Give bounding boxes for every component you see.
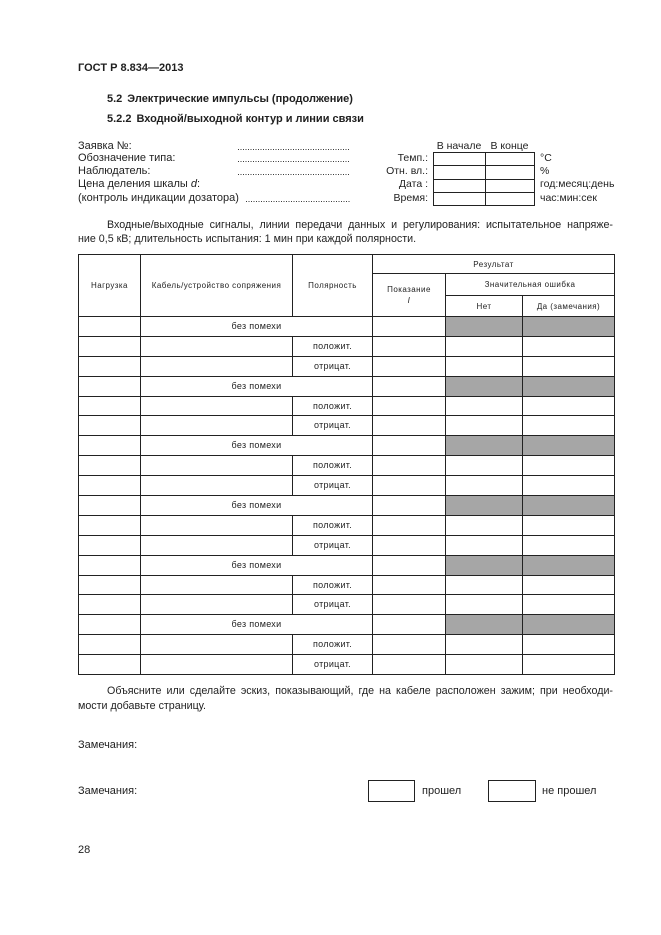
load-cell <box>79 336 141 356</box>
subsection-heading <box>107 113 364 126</box>
condition-cell: без помехи <box>141 317 373 337</box>
condition-row <box>79 436 615 456</box>
cable-cell <box>141 515 293 535</box>
error-yes-cell <box>523 635 615 655</box>
polarity-row <box>79 416 615 436</box>
polarity-row <box>79 515 615 535</box>
cable-cell <box>141 595 293 615</box>
reading-cell <box>373 336 446 356</box>
polarity-row <box>79 396 615 416</box>
error-yes-cell <box>523 515 615 535</box>
scale-division-var: d <box>190 177 197 190</box>
temperature-unit: °С <box>540 151 552 164</box>
polarity-row <box>79 336 615 356</box>
condition-cell: без помехи <box>141 496 373 516</box>
load-cell <box>79 436 141 456</box>
header-error-yes: Да (замечания) <box>523 296 615 317</box>
passed-label: прошел <box>422 784 462 797</box>
reading-cell <box>373 456 446 476</box>
error-no-cell <box>446 655 523 675</box>
polarity-row <box>79 456 615 476</box>
humidity-label: Отн. вл.: <box>386 164 428 177</box>
humidity-start-box[interactable] <box>434 166 486 179</box>
error-no-cell <box>446 476 523 496</box>
reading-cell <box>373 575 446 595</box>
polarity-cell: отрицат. <box>293 655 373 675</box>
cable-cell <box>141 575 293 595</box>
page-number: 28 <box>78 843 91 856</box>
error-no-cell <box>446 456 523 476</box>
failed-checkbox[interactable] <box>488 780 536 802</box>
condition-cell: без помехи <box>141 615 373 635</box>
load-cell <box>79 396 141 416</box>
reading-cell <box>373 655 446 675</box>
section-title: Электрические импульсы (продолжение) <box>127 92 353 105</box>
condition-row <box>79 317 615 337</box>
polarity-row <box>79 655 615 675</box>
remarks-label-2: Замечания: <box>78 784 138 797</box>
error-no-cell-shaded <box>446 376 523 396</box>
load-cell <box>79 595 141 615</box>
polarity-row <box>79 635 615 655</box>
error-yes-cell <box>523 535 615 555</box>
remarks-label-1: Замечания: <box>78 738 138 751</box>
load-cell <box>79 555 141 575</box>
error-no-cell <box>446 575 523 595</box>
reading-cell <box>373 317 446 337</box>
type-designation-label: Обозначение типа: <box>78 151 176 164</box>
polarity-cell: положит. <box>293 456 373 476</box>
error-yes-cell <box>523 575 615 595</box>
load-cell <box>79 456 141 476</box>
error-no-cell <box>446 635 523 655</box>
subsection-title: Входной/выходной контур и линии связи <box>136 112 364 125</box>
column-start-header: В начале <box>436 139 482 152</box>
error-yes-cell <box>523 456 615 476</box>
polarity-row <box>79 535 615 555</box>
load-cell <box>79 515 141 535</box>
header-reading-var: I <box>407 296 411 305</box>
reading-cell <box>373 615 446 635</box>
error-yes-cell-shaded <box>523 376 615 396</box>
condition-row <box>79 496 615 516</box>
results-body <box>79 317 615 675</box>
error-yes-cell <box>523 476 615 496</box>
load-cell <box>79 476 141 496</box>
polarity-cell: положит. <box>293 635 373 655</box>
polarity-row <box>79 575 615 595</box>
cable-cell <box>141 396 293 416</box>
reading-cell <box>373 476 446 496</box>
condition-cell: без помехи <box>141 376 373 396</box>
error-yes-cell-shaded <box>523 496 615 516</box>
time-label: Время: <box>393 191 428 204</box>
polarity-cell: отрицат. <box>293 476 373 496</box>
reading-cell <box>373 376 446 396</box>
results-table <box>78 254 615 675</box>
reading-cell <box>373 595 446 615</box>
error-no-cell <box>446 336 523 356</box>
error-yes-cell-shaded <box>523 555 615 575</box>
intro-line-2: ние 0,5 кВ; длительность испытания: 1 мин при каждой полярности. <box>78 232 417 245</box>
header-polarity: Полярность <box>293 255 373 317</box>
load-cell <box>79 635 141 655</box>
error-yes-cell <box>523 416 615 436</box>
cable-cell <box>141 356 293 376</box>
reading-cell <box>373 356 446 376</box>
load-cell <box>79 376 141 396</box>
condition-row <box>79 555 615 575</box>
section-heading <box>107 93 353 106</box>
cable-cell <box>141 476 293 496</box>
error-no-cell-shaded <box>446 317 523 337</box>
dosing-control-dotted-line <box>246 201 350 202</box>
cable-cell <box>141 456 293 476</box>
reading-cell <box>373 635 446 655</box>
header-error-no: Нет <box>446 296 523 317</box>
dosing-control-label: (контроль индикации дозатора) <box>78 191 239 204</box>
cable-cell <box>141 535 293 555</box>
reading-cell <box>373 515 446 535</box>
date-end-box[interactable] <box>486 179 535 192</box>
load-cell <box>79 535 141 555</box>
load-cell <box>79 317 141 337</box>
polarity-cell: отрицат. <box>293 416 373 436</box>
reading-cell <box>373 555 446 575</box>
application-dotted-line <box>238 149 350 150</box>
load-cell <box>79 655 141 675</box>
type-designation-dotted-line <box>238 161 350 162</box>
polarity-cell: отрицат. <box>293 595 373 615</box>
humidity-end-box[interactable] <box>486 166 535 179</box>
cable-cell <box>141 336 293 356</box>
reading-cell <box>373 416 446 436</box>
failed-label: не прошел <box>542 784 597 797</box>
temperature-start-box[interactable] <box>434 153 486 166</box>
reading-cell <box>373 396 446 416</box>
header-cable: Кабель/устройство сопряжения <box>141 255 293 317</box>
error-yes-cell <box>523 595 615 615</box>
column-end-header: В конце <box>490 139 529 152</box>
time-unit: час:мин:сек <box>540 191 597 204</box>
polarity-cell: отрицат. <box>293 356 373 376</box>
load-cell <box>79 416 141 436</box>
error-no-cell-shaded <box>446 436 523 456</box>
cable-cell <box>141 635 293 655</box>
header-reading-label: Показание <box>387 285 431 294</box>
subsection-number: 5.2.2 <box>107 112 132 125</box>
note-line-2: мости добавьте страницу. <box>78 699 206 712</box>
reading-cell <box>373 496 446 516</box>
condition-cell: без помехи <box>141 436 373 456</box>
error-yes-cell-shaded <box>523 317 615 337</box>
observer-dotted-line <box>238 174 350 175</box>
scale-division-text: Цена деления шкалы <box>78 177 191 190</box>
error-no-cell <box>446 356 523 376</box>
error-no-cell-shaded <box>446 555 523 575</box>
header-result: Результат <box>373 255 615 274</box>
date-unit: год:месяц:день <box>540 177 615 190</box>
date-label: Дата : <box>398 177 428 190</box>
polarity-cell: положит. <box>293 336 373 356</box>
header-row-1 <box>79 255 615 274</box>
scale-division-colon: : <box>196 177 201 190</box>
condition-row <box>79 376 615 396</box>
temperature-label: Темп.: <box>397 151 428 164</box>
error-yes-cell-shaded <box>523 615 615 635</box>
error-no-cell <box>446 416 523 436</box>
application-label: Заявка №: <box>78 139 132 152</box>
error-yes-cell <box>523 336 615 356</box>
error-yes-cell <box>523 356 615 376</box>
passed-checkbox[interactable] <box>368 780 415 802</box>
load-cell <box>79 615 141 635</box>
section-number: 5.2 <box>107 92 123 105</box>
header-significant-error: Значительная ошибка <box>446 274 615 296</box>
error-yes-cell <box>523 655 615 675</box>
error-no-cell <box>446 595 523 615</box>
scale-division-label <box>78 178 200 191</box>
cable-cell <box>141 416 293 436</box>
error-yes-cell-shaded <box>523 436 615 456</box>
polarity-cell: положит. <box>293 515 373 535</box>
condition-row <box>79 615 615 635</box>
time-start-box[interactable] <box>434 192 486 205</box>
cable-cell <box>141 655 293 675</box>
error-no-cell <box>446 396 523 416</box>
temperature-end-box[interactable] <box>486 153 535 166</box>
polarity-cell: положит. <box>293 575 373 595</box>
polarity-row <box>79 476 615 496</box>
polarity-cell: положит. <box>293 396 373 416</box>
note-line-1: Объясните или сделайте эскиз, показывающий, где на кабеле расположен зажим; при необходи- <box>107 684 613 697</box>
condition-cell: без помехи <box>141 555 373 575</box>
error-no-cell <box>446 515 523 535</box>
humidity-unit: % <box>540 164 550 177</box>
reading-cell <box>373 535 446 555</box>
polarity-row <box>79 356 615 376</box>
error-no-cell-shaded <box>446 615 523 635</box>
error-no-cell <box>446 535 523 555</box>
time-end-box[interactable] <box>486 192 535 205</box>
polarity-cell: отрицат. <box>293 535 373 555</box>
conditions-grid <box>433 152 535 206</box>
load-cell <box>79 575 141 595</box>
error-yes-cell <box>523 396 615 416</box>
header-reading <box>373 274 446 317</box>
date-start-box[interactable] <box>434 179 486 192</box>
observer-label: Наблюдатель: <box>78 164 151 177</box>
error-no-cell-shaded <box>446 496 523 516</box>
polarity-row <box>79 595 615 615</box>
load-cell <box>79 356 141 376</box>
reading-cell <box>373 436 446 456</box>
intro-line-1: Входные/выходные сигналы, линии передачи данных и регулирования: испытательное напряже- <box>107 218 613 231</box>
load-cell <box>79 496 141 516</box>
standard-number: ГОСТ Р 8.834—2013 <box>78 61 184 74</box>
header-load: Нагрузка <box>79 255 141 317</box>
